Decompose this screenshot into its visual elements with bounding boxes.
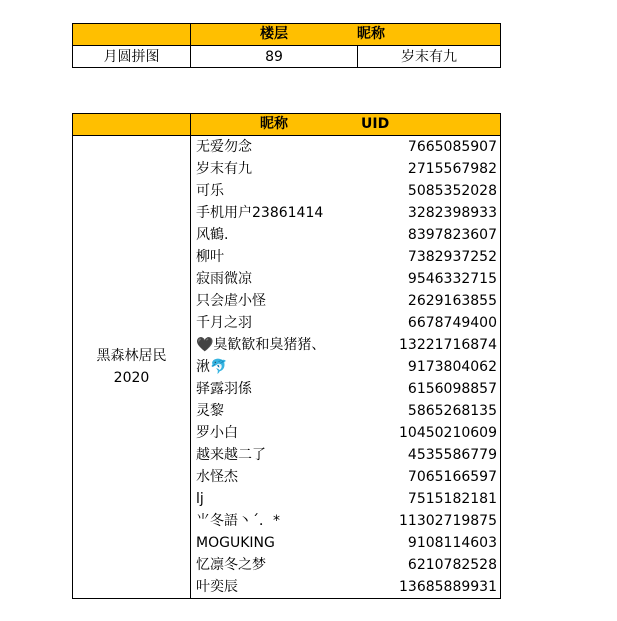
member-nickname: 越来越二了	[196, 447, 266, 463]
floor-cell: 89	[190, 46, 357, 68]
member-uid: 9546332715	[407, 271, 497, 287]
member-nickname: 忆凛冬之梦	[196, 557, 266, 573]
member-uid: 9108114603	[407, 535, 497, 551]
header-empty-cell	[73, 114, 190, 135]
table-row	[191, 510, 500, 532]
floor-table-row	[73, 46, 500, 68]
member-uid: 2715567982	[407, 161, 497, 177]
member-nickname: 柳叶	[196, 249, 224, 265]
table-row	[191, 180, 500, 202]
table-row	[191, 422, 500, 444]
member-uid: 2629163855	[407, 293, 497, 309]
table-row	[191, 290, 500, 312]
member-uid: 6156098857	[407, 381, 497, 397]
member-uid: 6210782528	[407, 557, 497, 573]
member-uid: 13685889931	[399, 579, 497, 595]
table-row	[191, 268, 500, 290]
member-uid: 13221716874	[399, 337, 497, 353]
table-row	[191, 202, 500, 224]
group-label	[73, 136, 190, 598]
member-list	[190, 136, 500, 598]
group-label-name: 黑森林居民	[96, 348, 167, 364]
member-nickname: 岁末有九	[196, 161, 252, 177]
member-nickname: 水怪杰	[196, 469, 238, 485]
table-row	[191, 136, 500, 158]
member-nickname: MOGUKING	[196, 535, 275, 551]
nickname-header: 昵称	[357, 26, 385, 42]
member-nickname: 可乐	[196, 183, 224, 199]
member-uid: 11302719875	[399, 513, 497, 529]
member-nickname: ⺌冬語丶´．*	[196, 513, 280, 529]
table-row	[191, 400, 500, 422]
member-nickname: 🖤臭歓歓和臭猪猪、	[196, 337, 326, 353]
member-nickname: 湫🐬	[196, 359, 228, 375]
members-table	[72, 113, 501, 599]
member-nickname: lj	[196, 491, 204, 507]
table-row	[191, 334, 500, 356]
table-row	[191, 576, 500, 598]
table-row	[191, 356, 500, 378]
table-row	[191, 532, 500, 554]
group-label-year: 2020	[113, 370, 150, 386]
member-nickname: 驿露羽係	[196, 381, 252, 397]
member-nickname: 千月之羽	[196, 315, 252, 331]
member-uid: 10450210609	[399, 425, 497, 441]
floor-table	[72, 23, 501, 68]
member-nickname: 灵黎	[196, 403, 224, 419]
table-row	[191, 378, 500, 400]
member-uid: 7382937252	[407, 249, 497, 265]
table-row	[191, 312, 500, 334]
table-row	[191, 554, 500, 576]
row-name-cell: 月圆拼图	[103, 49, 160, 65]
member-uid: 5085352028	[407, 183, 497, 199]
member-uid: 7065166597	[407, 469, 497, 485]
member-uid: 8397823607	[407, 227, 497, 243]
member-uid: 4535586779	[407, 447, 497, 463]
member-uid: 6678749400	[407, 315, 497, 331]
member-nickname: 叶奕辰	[196, 579, 238, 595]
table-row	[191, 158, 500, 180]
member-uid: 7515182181	[407, 491, 497, 507]
member-uid: 7665085907	[407, 139, 497, 155]
nickname-cell: 岁末有九	[357, 46, 500, 68]
floor-header: 楼层	[190, 24, 357, 45]
table-row	[191, 444, 500, 466]
floor-table-header	[73, 24, 500, 46]
table-row	[191, 466, 500, 488]
members-table-header	[73, 114, 500, 136]
member-nickname: 寂雨微凉	[196, 271, 252, 287]
member-nickname: 无爱勿念	[196, 139, 252, 155]
members-uid-header: UID	[361, 116, 390, 132]
member-nickname: 罗小白	[196, 425, 238, 441]
table-row	[191, 246, 500, 268]
member-uid: 5865268135	[407, 403, 497, 419]
member-nickname: 风鶴.	[196, 227, 229, 243]
member-nickname: 只会虐小怪	[196, 293, 266, 309]
member-uid: 3282398933	[407, 205, 497, 221]
member-nickname: 手机用户23861414	[196, 205, 324, 221]
members-nickname-header: 昵称	[190, 114, 357, 135]
table-row	[191, 224, 500, 246]
member-uid: 9173804062	[407, 359, 497, 375]
table-row	[191, 488, 500, 510]
